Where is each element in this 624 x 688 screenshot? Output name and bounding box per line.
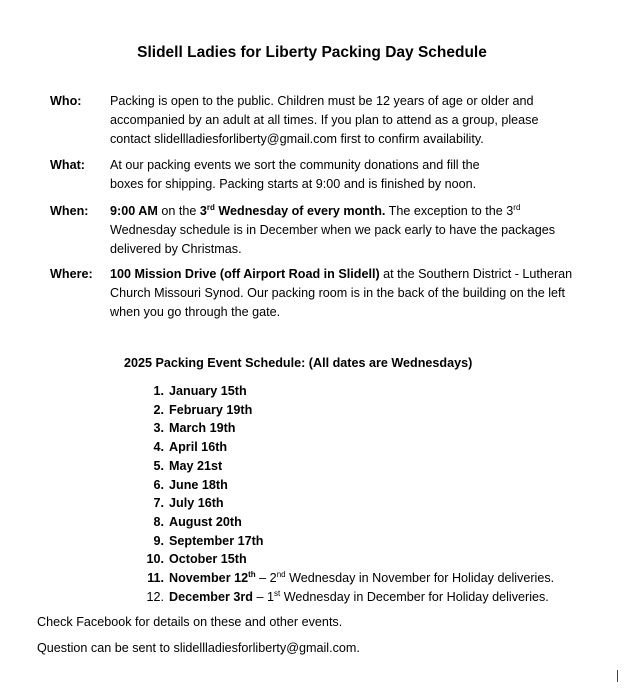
event-item: 10. October 15th — [146, 552, 247, 567]
text-cursor — [617, 670, 618, 682]
event-item: 5. May 21st — [153, 458, 223, 473]
page-title: Slidell Ladies for Liberty Packing Day Schedule — [137, 44, 487, 61]
who-line-2: accompanied by an adult at all times. If you plan to attend as a group, please — [110, 113, 539, 127]
where-label: Where: — [50, 267, 93, 281]
when-exception-sup: rd — [513, 203, 521, 212]
event-list — [140, 382, 554, 606]
event-item: 2. February 19th — [153, 402, 253, 417]
who-line-3: contact slidellladiesforliberty@gmail.com first to confirm availability. — [110, 132, 484, 146]
who-section — [50, 92, 610, 149]
where-section — [50, 265, 610, 322]
where-address: 100 Mission Drive (off Airport Road in Slidell) — [110, 267, 380, 281]
when-line-1 — [110, 202, 610, 221]
where-line-3: when you go through the gate. — [110, 305, 281, 319]
event-item: 8. August 20th — [153, 514, 242, 529]
what-section — [50, 156, 610, 194]
when-label: When: — [50, 204, 89, 218]
when-exception: The exception to the 3 — [385, 204, 514, 218]
when-on-the: on the — [157, 204, 200, 218]
event-item: 11. November 12th – 2nd Wednesday in November for Holiday deliveries. — [147, 570, 555, 586]
who-line-1: Packing is open to the public. Children must be 12 years of age or older and — [110, 94, 534, 108]
who-label: Who: — [50, 94, 82, 108]
event-item: 7. July 16th — [153, 496, 224, 511]
event-item: 12. December 3rd – 1st Wednesday in December for Holiday deliveries. — [146, 588, 549, 604]
schedule-heading: 2025 Packing Event Schedule: (All dates are Wednesdays) — [124, 356, 473, 370]
when-time: 9:00 AM — [110, 204, 158, 218]
question-note: Question can be sent to slidellladiesforliberty@gmail.com. — [37, 641, 360, 655]
where-line-1: 100 Mission Drive (off Airport Road in Slidell) at the Southern District - Lutheran — [110, 267, 573, 281]
what-line-2: boxes for shipping. Packing starts at 9:00 and is finished by noon. — [110, 177, 477, 191]
event-item: 3. March 19th — [153, 421, 236, 436]
facebook-note: Check Facebook for details on these and other events. — [37, 615, 343, 629]
event-item: 9. September 17th — [153, 533, 264, 548]
event-item: 4. April 16th — [153, 440, 228, 455]
when-line-2: Wednesday schedule is in December when we pack early to have the packages — [110, 223, 555, 237]
what-line-1: At our packing events we sort the community donations and fill the — [110, 158, 480, 172]
what-label: What: — [50, 158, 85, 172]
when-ordinal: 3rd Wednesday of every month. — [199, 203, 386, 218]
when-section — [50, 202, 610, 259]
event-item: 6. June 18th — [153, 477, 228, 492]
when-line-3: delivered by Christmas. — [110, 242, 242, 256]
where-line-2: Church Missouri Synod. Our packing room is in the back of the building on the left — [110, 286, 566, 300]
event-item: 1. January 15th — [153, 384, 247, 398]
